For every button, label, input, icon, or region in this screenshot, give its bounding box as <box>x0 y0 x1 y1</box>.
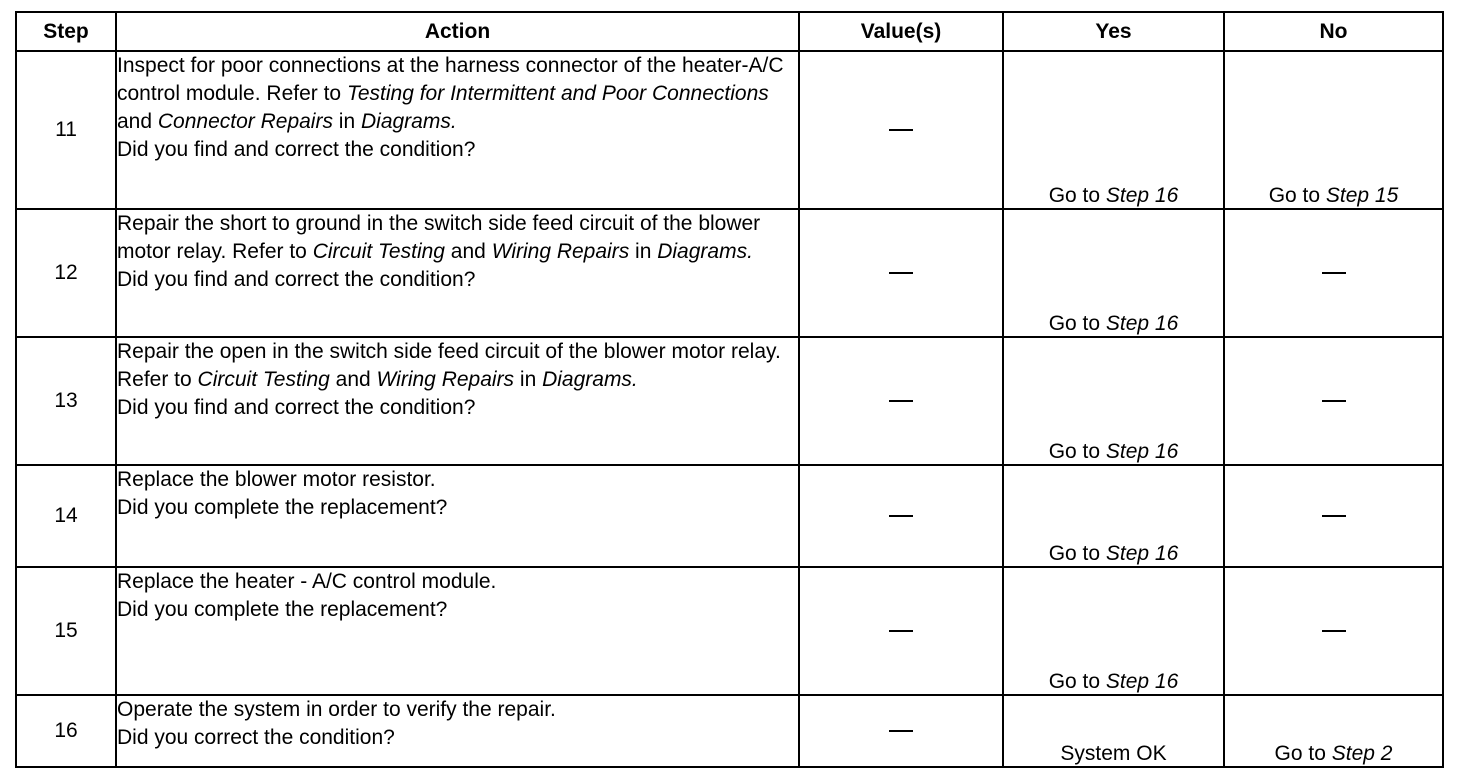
reference-link: Circuit Testing <box>312 240 445 263</box>
action-question: Did you find and correct the condition? <box>117 138 476 161</box>
no-cell <box>1224 209 1443 337</box>
reference-link: Testing for Intermittent and Poor Connections <box>346 82 769 105</box>
step-number: 12 <box>16 209 116 337</box>
step-number: 16 <box>16 695 116 767</box>
action-cell <box>116 465 799 567</box>
goto-step-link: Step 2 <box>1331 742 1393 765</box>
action-instruction <box>117 52 798 136</box>
action-text: Repair the open in the switch side feed circuit of the blower motor relay. Refer to <box>117 340 781 391</box>
action-question: Did you find and correct the condition? <box>117 268 476 291</box>
reference-link: Wiring Repairs <box>491 240 630 263</box>
dash-mark <box>889 400 913 402</box>
dash-mark <box>1322 272 1346 274</box>
goto-prefix: Go to <box>1274 742 1332 765</box>
dash-mark <box>889 630 913 632</box>
yes-cell <box>1003 209 1224 337</box>
reference-link: Diagrams. <box>542 368 638 391</box>
dash-mark <box>1322 630 1346 632</box>
dash-mark <box>1322 400 1346 402</box>
step-number: 13 <box>16 337 116 465</box>
step-number: 11 <box>16 51 116 209</box>
action-cell <box>116 567 799 695</box>
diagnostic-table <box>15 11 1444 768</box>
dash-mark <box>889 515 913 517</box>
value-cell <box>799 337 1003 465</box>
action-instruction <box>117 210 798 266</box>
action-question: Did you complete the replacement? <box>117 598 448 621</box>
table-row <box>16 465 1443 567</box>
no-cell <box>1224 337 1443 465</box>
action-text: in <box>332 110 361 133</box>
dash-mark <box>889 730 913 732</box>
value-cell <box>799 567 1003 695</box>
action-text: and <box>444 240 492 263</box>
action-cell <box>116 51 799 209</box>
yes-cell <box>1003 567 1224 695</box>
reference-link: Diagrams. <box>360 110 457 133</box>
action-text: Repair the short to ground in the switch side feed circuit of the blower motor relay. Refer to <box>117 212 761 263</box>
header-no: No <box>1224 12 1443 51</box>
value-cell <box>799 51 1003 209</box>
value-cell <box>799 465 1003 567</box>
header-values: Value(s) <box>799 12 1003 51</box>
table-row <box>16 337 1443 465</box>
action-text: and <box>329 368 377 391</box>
action-text: in <box>514 368 543 391</box>
step-number: 15 <box>16 567 116 695</box>
reference-link: Wiring Repairs <box>376 368 515 391</box>
value-cell <box>799 695 1003 767</box>
goto-step-link: Step 16 <box>1105 542 1179 565</box>
goto-prefix: Go to <box>1268 184 1326 207</box>
goto-step-link: Step 15 <box>1325 184 1399 207</box>
value-cell <box>799 209 1003 337</box>
action-text: in <box>629 240 658 263</box>
reference-link: Circuit Testing <box>197 368 330 391</box>
goto-step-link: Step 16 <box>1105 670 1179 693</box>
system-ok-text: System OK <box>1060 742 1167 765</box>
action-text: and <box>117 110 158 133</box>
reference-link: Connector Repairs <box>157 110 333 133</box>
action-instruction: Replace the blower motor resistor. <box>117 468 436 491</box>
goto-prefix: Go to <box>1048 184 1106 207</box>
goto-step-link: Step 16 <box>1105 184 1179 207</box>
table-row <box>16 695 1443 767</box>
action-question: Did you find and correct the condition? <box>117 396 476 419</box>
reference-link: Diagrams. <box>657 240 753 263</box>
table-row <box>16 51 1443 209</box>
action-instruction: Operate the system in order to verify the repair. <box>117 698 556 721</box>
dash-mark <box>889 272 913 274</box>
yes-cell <box>1003 51 1224 209</box>
action-cell <box>116 209 799 337</box>
action-question: Did you complete the replacement? <box>117 496 448 519</box>
no-cell <box>1224 567 1443 695</box>
action-instruction <box>117 338 798 394</box>
action-instruction: Replace the heater - A/C control module. <box>117 570 497 593</box>
goto-step-link: Step 16 <box>1105 312 1179 335</box>
yes-cell <box>1003 465 1224 567</box>
goto-prefix: Go to <box>1048 670 1106 693</box>
action-text: Inspect for poor connections at the harness connector of the heater-A/C control module. Refer to <box>117 54 784 105</box>
header-action: Action <box>116 12 799 51</box>
table-row <box>16 567 1443 695</box>
no-cell <box>1224 695 1443 767</box>
step-number: 14 <box>16 465 116 567</box>
goto-prefix: Go to <box>1048 440 1106 463</box>
action-question: Did you correct the condition? <box>117 726 395 749</box>
no-cell <box>1224 465 1443 567</box>
header-yes: Yes <box>1003 12 1224 51</box>
header-step: Step <box>16 12 116 51</box>
yes-cell <box>1003 337 1224 465</box>
action-cell <box>116 337 799 465</box>
action-cell <box>116 695 799 767</box>
goto-step-link: Step 16 <box>1105 440 1179 463</box>
table-row <box>16 209 1443 337</box>
goto-prefix: Go to <box>1048 312 1106 335</box>
no-cell <box>1224 51 1443 209</box>
dash-mark <box>889 129 913 131</box>
yes-cell <box>1003 695 1224 767</box>
dash-mark <box>1322 515 1346 517</box>
goto-prefix: Go to <box>1048 542 1106 565</box>
header-row <box>16 12 1443 51</box>
